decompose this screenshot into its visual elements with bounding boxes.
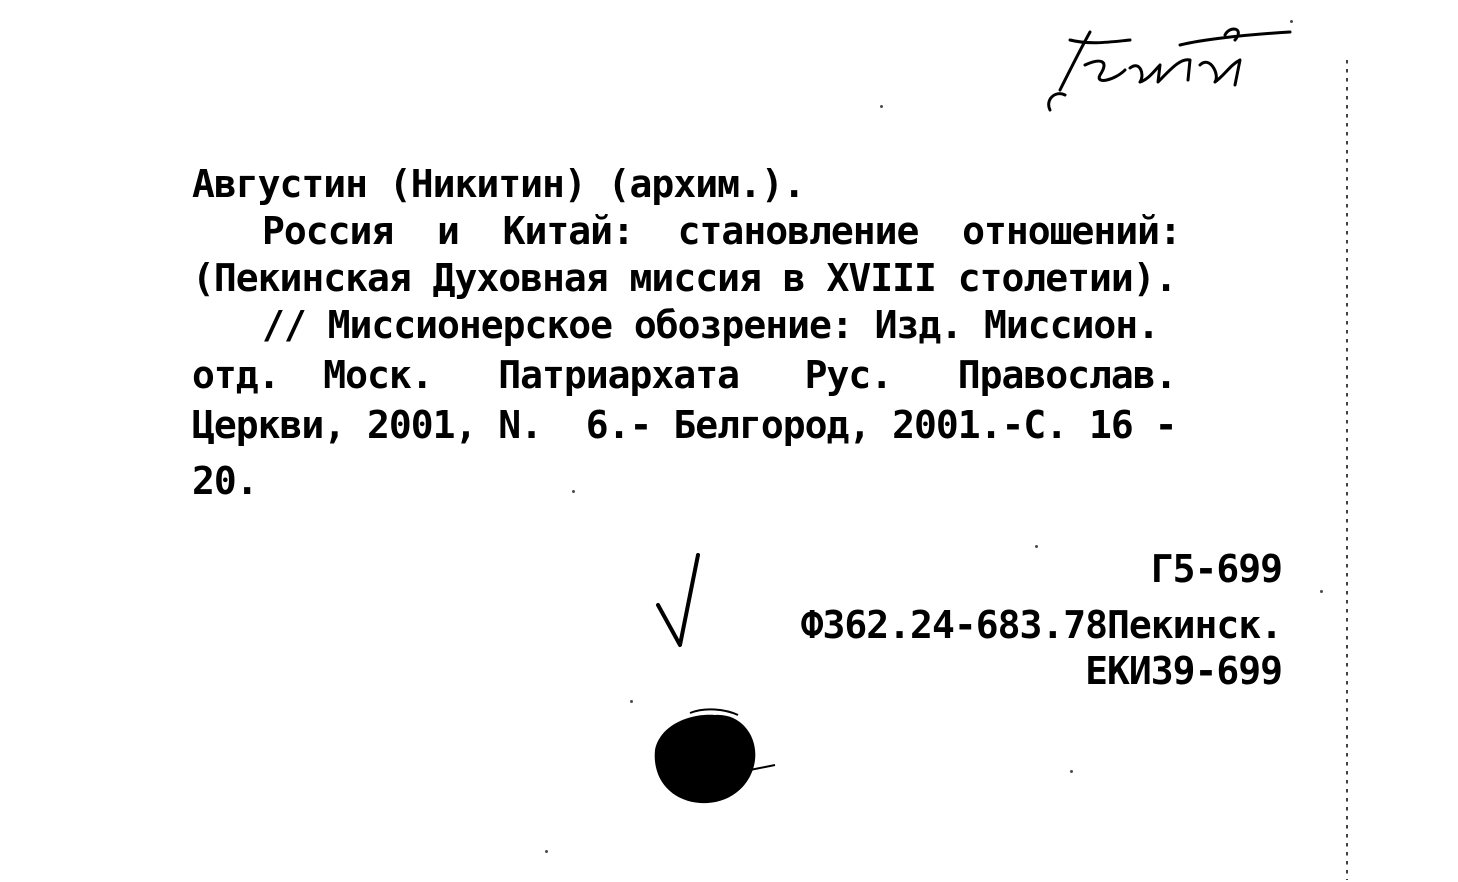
- speck: [545, 850, 548, 853]
- speck: [1290, 20, 1293, 23]
- entry-source-line-3: Церкви, 2001, N. 6.- Белгород, 2001.-С. 16 -: [192, 403, 1177, 447]
- punched-hole: [650, 705, 780, 810]
- speck: [1035, 545, 1038, 548]
- entry-author-line: Августин (Никитин) (архим.).: [192, 162, 805, 206]
- handwritten-subject-signature: [1030, 20, 1310, 120]
- speck: [1320, 590, 1323, 593]
- speck: [1070, 770, 1073, 773]
- code-classification: Ф362.24-683.78Пекинск.: [800, 603, 1282, 647]
- entry-pages-end: 20.: [192, 459, 258, 503]
- checkmark-icon: [650, 550, 710, 650]
- speck: [630, 700, 633, 703]
- code-g5: Г5-699: [1150, 547, 1282, 591]
- speck: [572, 490, 575, 493]
- speck: [880, 105, 883, 108]
- entry-title-line-2: (Пекинская Духовная миссия в XVIII столетии).: [192, 256, 1177, 300]
- card-right-edge: [1346, 60, 1348, 880]
- entry-source-line-2: отд. Моск. Патриархата Рус. Православ.: [192, 353, 1177, 397]
- entry-source-line-1: // Миссионерское обозрение: Изд. Миссион.: [262, 303, 1159, 347]
- code-eki: ЕКИ39-699: [1085, 649, 1282, 693]
- entry-title-line-1: Россия и Китай: становление отношений:: [262, 209, 1181, 253]
